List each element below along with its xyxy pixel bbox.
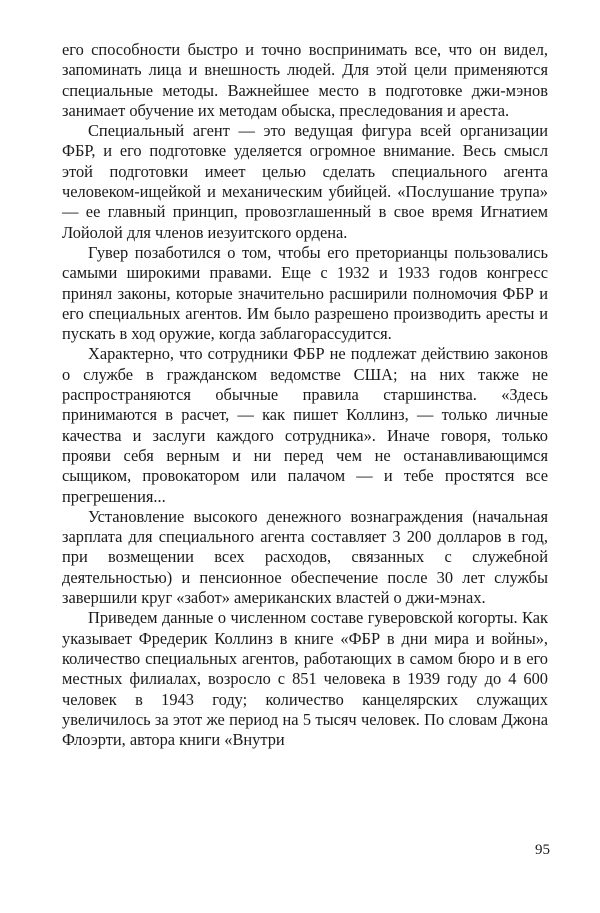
page-number: 95 (535, 842, 550, 858)
paragraph-1: его способности быстро и точно воспринимать все, что он видел, запоминать лица и внешность людей. Для этой цели применяются специальные методы. Важнейшее место в подготовке джи-мэнов занимает обучение их методам обыска, преследования и ареста. (62, 40, 548, 120)
paragraph-3: Гувер позаботился о том, чтобы его преторианцы пользовались самыми широкими правами. Еще с 1932 и 1933 годов конгресс принял законы, которые значительно расширили полномочия ФБР и его специальных агентов. Им было разрешено производить аресты и пускать в ход оружие, когда заблагорассудится. (62, 242, 548, 344)
paragraph-2: Специальный агент — это ведущая фигура всей организации ФБР, и его подготовке уделяется огромное внимание. Весь смысл этой подготовки имеет целью сделать специального агента человеком-ищейкой и механическим убийцей. «Послушание трупа» — ее главный принцип, провозглашенный в свое время Игнатием Лойолой для членов иезуитского ордена. (62, 121, 548, 242)
paragraph-6: Приведем данные о численном составе гуверовской когорты. Как указывает Фредерик Коллинз в книге «ФБР в дни мира и войны», количество специальных агентов, работающих в самом бюро и в его местных филиалах, возросло с 851 человека в 1939 году до 4 600 человек в 1943 году; количество канцелярских служащих увеличилось за этот же период на 5 тысяч человек. По словам Джона Флоэрти, автора книги «Внутри (62, 608, 548, 750)
paragraph-4: Характерно, что сотрудники ФБР не подлежат действию законов о службе в гражданском ведомстве США; на них также не распространяются обычные правила старшинства. «Здесь принимаются в расчет, — как пишет Коллинз, — только личные качества и заслуги каждого сотрудника». Иначе говоря, только прояви себя верным и ни перед чем не останавливающимся сыщиком, провокатором или палачом — и тебе простятся все прегрешения... (62, 344, 548, 506)
paragraph-5: Установление высокого денежного вознаграждения (начальная зарплата для специального агента составляет 3 200 долларов в год, при возмещении всех расходов, связанных с служебной деятельностью) и пенсионное обеспечение после 30 лет службы завершили круг «забот» американских властей о джи-мэнах. (62, 506, 548, 608)
page-text (62, 40, 548, 750)
